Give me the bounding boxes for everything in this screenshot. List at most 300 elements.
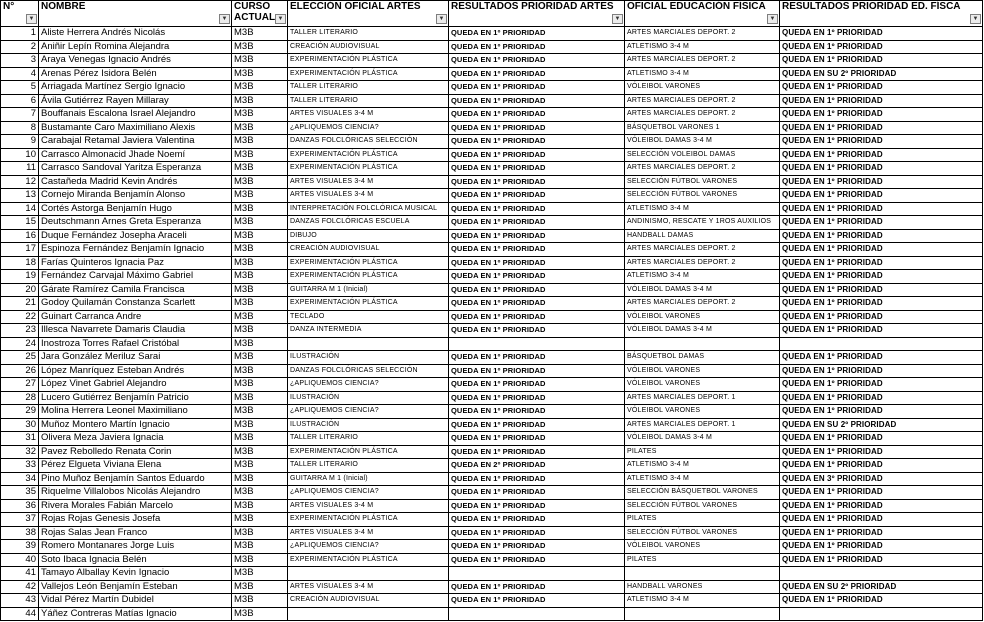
arts-choice-cell[interactable]: ARTES VISUALES 3-4 M [288, 526, 449, 540]
course-cell[interactable]: M3B [232, 297, 288, 311]
row-number-cell[interactable]: 37 [1, 513, 39, 527]
course-cell[interactable]: M3B [232, 486, 288, 500]
student-name-cell[interactable]: Aniñir Lepín Romina Alejandra [39, 40, 232, 54]
course-cell[interactable]: M3B [232, 594, 288, 608]
pe-result-cell[interactable]: QUEDA EN 1º PRIORIDAD [780, 310, 983, 324]
pe-choice-cell[interactable]: ARTES MARCIALES DEPORT. 2 [625, 94, 780, 108]
pe-result-cell[interactable]: QUEDA EN 1º PRIORIDAD [780, 553, 983, 567]
arts-result-cell[interactable]: QUEDA EN 1º PRIORIDAD [449, 540, 625, 554]
row-number-cell[interactable]: 12 [1, 175, 39, 189]
course-cell[interactable]: M3B [232, 148, 288, 162]
arts-choice-cell[interactable]: ¿APLIQUEMOS CIENCIA? [288, 405, 449, 419]
arts-choice-cell[interactable]: TALLER LITERARIO [288, 432, 449, 446]
row-number-cell[interactable]: 43 [1, 594, 39, 608]
arts-result-cell[interactable]: QUEDA EN 1º PRIORIDAD [449, 391, 625, 405]
row-number-cell[interactable]: 33 [1, 459, 39, 473]
student-name-cell[interactable]: Cortés Astorga Benjamín Hugo [39, 202, 232, 216]
arts-result-cell[interactable]: QUEDA EN 1º PRIORIDAD [449, 472, 625, 486]
course-cell[interactable]: M3B [232, 459, 288, 473]
row-number-cell[interactable]: 25 [1, 351, 39, 365]
student-name-cell[interactable]: Olivera Meza Javiera Ignacia [39, 432, 232, 446]
course-cell[interactable]: M3B [232, 175, 288, 189]
pe-result-cell[interactable]: QUEDA EN 1º PRIORIDAD [780, 297, 983, 311]
student-name-cell[interactable]: Duque Fernández Josepha Araceli [39, 229, 232, 243]
pe-result-cell[interactable]: QUEDA EN 1º PRIORIDAD [780, 256, 983, 270]
arts-result-cell[interactable]: QUEDA EN 1º PRIORIDAD [449, 162, 625, 176]
pe-choice-cell[interactable]: ATLETISMO 3-4 M [625, 202, 780, 216]
arts-choice-cell[interactable]: TALLER LITERARIO [288, 27, 449, 41]
student-name-cell[interactable]: Vidal Pérez Martín Dubidel [39, 594, 232, 608]
pe-result-cell[interactable]: QUEDA EN 1º PRIORIDAD [780, 81, 983, 95]
student-name-cell[interactable]: López Manríquez Esteban Andrés [39, 364, 232, 378]
arts-choice-cell[interactable]: ARTES VISUALES 3-4 M [288, 189, 449, 203]
course-cell[interactable]: M3B [232, 283, 288, 297]
row-number-cell[interactable]: 39 [1, 540, 39, 554]
row-number-cell[interactable]: 17 [1, 243, 39, 257]
row-number-cell[interactable]: 44 [1, 607, 39, 621]
pe-choice-cell[interactable]: ARTES MARCIALES DEPORT. 2 [625, 256, 780, 270]
pe-result-cell[interactable]: QUEDA EN 1º PRIORIDAD [780, 378, 983, 392]
pe-result-cell[interactable]: QUEDA EN 1º PRIORIDAD [780, 148, 983, 162]
arts-choice-cell[interactable]: CREACIÓN AUDIOVISUAL [288, 594, 449, 608]
arts-choice-cell[interactable]: DIBUJO [288, 229, 449, 243]
row-number-cell[interactable]: 6 [1, 94, 39, 108]
pe-choice-cell[interactable]: VÓLEIBOL DAMAS 3-4 M [625, 324, 780, 338]
pe-result-cell[interactable]: QUEDA EN 1º PRIORIDAD [780, 135, 983, 149]
student-name-cell[interactable]: Cornejo Miranda Benjamín Alonso [39, 189, 232, 203]
pe-result-cell[interactable]: QUEDA EN 1º PRIORIDAD [780, 202, 983, 216]
student-name-cell[interactable]: Fernández Carvajal Máximo Gabriel [39, 270, 232, 284]
row-number-cell[interactable]: 18 [1, 256, 39, 270]
course-cell[interactable]: M3B [232, 270, 288, 284]
student-name-cell[interactable]: Soto Ibaca Ignacia Belén [39, 553, 232, 567]
student-name-cell[interactable]: Castañeda Madrid Kevin Andrés [39, 175, 232, 189]
pe-choice-cell[interactable] [625, 337, 780, 351]
pe-result-cell[interactable]: QUEDA EN 1º PRIORIDAD [780, 405, 983, 419]
arts-result-cell[interactable]: QUEDA EN 1º PRIORIDAD [449, 256, 625, 270]
pe-result-cell[interactable]: QUEDA EN 1º PRIORIDAD [780, 540, 983, 554]
arts-result-cell[interactable]: QUEDA EN 1º PRIORIDAD [449, 229, 625, 243]
student-name-cell[interactable]: Godoy Quilamán Constanza Scarlett [39, 297, 232, 311]
arts-choice-cell[interactable]: ¿APLIQUEMOS CIENCIA? [288, 486, 449, 500]
course-cell[interactable]: M3B [232, 108, 288, 122]
row-number-cell[interactable]: 31 [1, 432, 39, 446]
arts-result-cell[interactable]: QUEDA EN 1º PRIORIDAD [449, 445, 625, 459]
course-cell[interactable]: M3B [232, 445, 288, 459]
arts-choice-cell[interactable]: ARTES VISUALES 3-4 M [288, 580, 449, 594]
arts-choice-cell[interactable]: DANZAS FOLCLÓRICAS SELECCIÓN [288, 364, 449, 378]
pe-result-cell[interactable]: QUEDA EN 1º PRIORIDAD [780, 526, 983, 540]
pe-choice-cell[interactable]: ATLETISMO 3-4 M [625, 594, 780, 608]
course-cell[interactable]: M3B [232, 81, 288, 95]
pe-result-cell[interactable]: QUEDA EN 1º PRIORIDAD [780, 27, 983, 41]
course-cell[interactable]: M3B [232, 540, 288, 554]
row-number-cell[interactable]: 34 [1, 472, 39, 486]
course-cell[interactable]: M3B [232, 324, 288, 338]
pe-choice-cell[interactable]: ARTES MARCIALES DEPORT. 2 [625, 297, 780, 311]
student-name-cell[interactable]: Jara González Meriluz Sarai [39, 351, 232, 365]
student-name-cell[interactable]: Farías Quinteros Ignacia Paz [39, 256, 232, 270]
arts-result-cell[interactable]: QUEDA EN 1º PRIORIDAD [449, 40, 625, 54]
row-number-cell[interactable]: 38 [1, 526, 39, 540]
student-name-cell[interactable]: Carrasco Sandoval Yaritza Esperanza [39, 162, 232, 176]
course-cell[interactable]: M3B [232, 432, 288, 446]
pe-result-cell[interactable]: QUEDA EN 1º PRIORIDAD [780, 189, 983, 203]
course-cell[interactable]: M3B [232, 162, 288, 176]
arts-choice-cell[interactable]: ILUSTRACIÓN [288, 418, 449, 432]
pe-choice-cell[interactable]: SELECCIÓN BÁSQUETBOL VARONES [625, 486, 780, 500]
course-cell[interactable]: M3B [232, 607, 288, 621]
student-name-cell[interactable]: Yáñez Contreras Matías Ignacio [39, 607, 232, 621]
course-cell[interactable]: M3B [232, 256, 288, 270]
row-number-cell[interactable]: 3 [1, 54, 39, 68]
student-name-cell[interactable]: Rojas Salas Jean Franco [39, 526, 232, 540]
arts-result-cell[interactable] [449, 607, 625, 621]
arts-result-cell[interactable]: QUEDA EN 1º PRIORIDAD [449, 378, 625, 392]
arts-choice-cell[interactable]: EXPERIMENTACIÓN PLÁSTICA [288, 445, 449, 459]
arts-choice-cell[interactable]: TECLADO [288, 310, 449, 324]
student-name-cell[interactable]: Araya Venegas Ignacio Andrés [39, 54, 232, 68]
pe-choice-cell[interactable]: VÓLEIBOL DAMAS 3-4 M [625, 432, 780, 446]
pe-result-cell[interactable]: QUEDA EN 1º PRIORIDAD [780, 364, 983, 378]
pe-choice-cell[interactable]: ANDINISMO, RESCATE Y 1ROS AUXILIOS [625, 216, 780, 230]
pe-choice-cell[interactable]: SELECCIÓN VOLEIBOL DAMAS [625, 148, 780, 162]
arts-result-cell[interactable]: QUEDA EN 1º PRIORIDAD [449, 67, 625, 81]
arts-choice-cell[interactable]: TALLER LITERARIO [288, 94, 449, 108]
row-number-cell[interactable]: 19 [1, 270, 39, 284]
row-number-cell[interactable]: 42 [1, 580, 39, 594]
student-name-cell[interactable]: Rojas Rojas Genesis Josefa [39, 513, 232, 527]
pe-result-cell[interactable]: QUEDA EN 1º PRIORIDAD [780, 175, 983, 189]
student-name-cell[interactable]: Vallejos León Benjamín Esteban [39, 580, 232, 594]
pe-choice-cell[interactable]: ARTES MARCIALES DEPORT. 2 [625, 243, 780, 257]
student-name-cell[interactable]: Inostroza Torres Rafael Cristóbal [39, 337, 232, 351]
arts-choice-cell[interactable]: GUITARRA M 1 (Inicial) [288, 283, 449, 297]
pe-choice-cell[interactable]: HANDBALL VARONES [625, 580, 780, 594]
student-name-cell[interactable]: Tamayo Alballay Kevin Ignacio [39, 567, 232, 581]
course-cell[interactable]: M3B [232, 94, 288, 108]
pe-result-cell[interactable]: QUEDA EN 1º PRIORIDAD [780, 459, 983, 473]
course-cell[interactable]: M3B [232, 405, 288, 419]
pe-choice-cell[interactable]: ARTES MARCIALES DEPORT. 2 [625, 108, 780, 122]
arts-choice-cell[interactable] [288, 607, 449, 621]
course-cell[interactable]: M3B [232, 189, 288, 203]
arts-result-cell[interactable] [449, 337, 625, 351]
student-name-cell[interactable]: López Vinet Gabriel Alejandro [39, 378, 232, 392]
pe-choice-cell[interactable]: PILATES [625, 513, 780, 527]
course-cell[interactable]: M3B [232, 567, 288, 581]
row-number-cell[interactable]: 15 [1, 216, 39, 230]
course-cell[interactable]: M3B [232, 499, 288, 513]
course-cell[interactable]: M3B [232, 364, 288, 378]
student-name-cell[interactable]: Deutschmann Arnes Greta Esperanza [39, 216, 232, 230]
arts-result-cell[interactable]: QUEDA EN 1º PRIORIDAD [449, 189, 625, 203]
row-number-cell[interactable]: 9 [1, 135, 39, 149]
course-cell[interactable]: M3B [232, 553, 288, 567]
student-name-cell[interactable]: Pérez Elgueta Viviana Elena [39, 459, 232, 473]
pe-result-cell[interactable] [780, 567, 983, 581]
row-number-cell[interactable]: 27 [1, 378, 39, 392]
arts-choice-cell[interactable]: INTERPRETACIÓN FOLCLÓRICA MUSICAL [288, 202, 449, 216]
pe-result-cell[interactable]: QUEDA EN 1º PRIORIDAD [780, 513, 983, 527]
arts-result-cell[interactable]: QUEDA EN 1º PRIORIDAD [449, 324, 625, 338]
row-number-cell[interactable]: 10 [1, 148, 39, 162]
student-name-cell[interactable]: Pino Muñoz Benjamín Santos Eduardo [39, 472, 232, 486]
pe-choice-cell[interactable]: VÓLEIBOL VARONES [625, 310, 780, 324]
arts-result-cell[interactable]: QUEDA EN 1º PRIORIDAD [449, 526, 625, 540]
pe-choice-cell[interactable]: ARTES MARCIALES DEPORT. 2 [625, 162, 780, 176]
pe-choice-cell[interactable]: SELECCIÓN FÚTBOL VARONES [625, 175, 780, 189]
pe-choice-cell[interactable]: VÓLEIBOL VARONES [625, 81, 780, 95]
course-cell[interactable]: M3B [232, 310, 288, 324]
arts-result-cell[interactable]: QUEDA EN 1º PRIORIDAD [449, 81, 625, 95]
course-cell[interactable]: M3B [232, 580, 288, 594]
row-number-cell[interactable]: 4 [1, 67, 39, 81]
course-cell[interactable]: M3B [232, 337, 288, 351]
pe-choice-cell[interactable]: VÓLEIBOL VARONES [625, 378, 780, 392]
row-number-cell[interactable]: 2 [1, 40, 39, 54]
arts-result-cell[interactable]: QUEDA EN 1º PRIORIDAD [449, 594, 625, 608]
pe-result-cell[interactable]: QUEDA EN 1º PRIORIDAD [780, 270, 983, 284]
row-number-cell[interactable]: 32 [1, 445, 39, 459]
arts-result-cell[interactable]: QUEDA EN 1º PRIORIDAD [449, 27, 625, 41]
pe-result-cell[interactable]: QUEDA EN 1º PRIORIDAD [780, 40, 983, 54]
pe-choice-cell[interactable]: ATLETISMO 3-4 M [625, 270, 780, 284]
arts-choice-cell[interactable]: ¿APLIQUEMOS CIENCIA? [288, 121, 449, 135]
filter-dropdown-icon[interactable]: ▼ [612, 14, 623, 24]
pe-choice-cell[interactable]: ARTES MARCIALES DEPORT. 1 [625, 391, 780, 405]
arts-result-cell[interactable]: QUEDA EN 1º PRIORIDAD [449, 499, 625, 513]
pe-choice-cell[interactable]: VÓLEIBOL VARONES [625, 540, 780, 554]
student-name-cell[interactable]: Espinoza Fernández Benjamín Ignacio [39, 243, 232, 257]
arts-result-cell[interactable]: QUEDA EN 1º PRIORIDAD [449, 202, 625, 216]
arts-result-cell[interactable]: QUEDA EN 1º PRIORIDAD [449, 580, 625, 594]
course-cell[interactable]: M3B [232, 40, 288, 54]
filter-dropdown-icon[interactable]: ▼ [767, 14, 778, 24]
student-name-cell[interactable]: Romero Montanares Jorge Luis [39, 540, 232, 554]
pe-result-cell[interactable]: QUEDA EN 1º PRIORIDAD [780, 324, 983, 338]
course-cell[interactable]: M3B [232, 27, 288, 41]
course-cell[interactable]: M3B [232, 216, 288, 230]
row-number-cell[interactable]: 20 [1, 283, 39, 297]
pe-choice-cell[interactable] [625, 607, 780, 621]
arts-result-cell[interactable]: QUEDA EN 1º PRIORIDAD [449, 405, 625, 419]
arts-choice-cell[interactable]: TALLER LITERARIO [288, 459, 449, 473]
row-number-cell[interactable]: 28 [1, 391, 39, 405]
arts-result-cell[interactable]: QUEDA EN 1º PRIORIDAD [449, 513, 625, 527]
arts-choice-cell[interactable]: EXPERIMENTACIÓN PLÁSTICA [288, 54, 449, 68]
pe-result-cell[interactable] [780, 607, 983, 621]
pe-result-cell[interactable]: QUEDA EN SU 2º PRIORIDAD [780, 67, 983, 81]
arts-result-cell[interactable]: QUEDA EN 1º PRIORIDAD [449, 148, 625, 162]
arts-choice-cell[interactable]: DANZAS FOLCLÓRICAS ESCUELA [288, 216, 449, 230]
arts-result-cell[interactable] [449, 567, 625, 581]
row-number-cell[interactable]: 26 [1, 364, 39, 378]
pe-result-cell[interactable]: QUEDA EN SU 2º PRIORIDAD [780, 418, 983, 432]
row-number-cell[interactable]: 5 [1, 81, 39, 95]
row-number-cell[interactable]: 21 [1, 297, 39, 311]
arts-result-cell[interactable]: QUEDA EN 1º PRIORIDAD [449, 486, 625, 500]
row-number-cell[interactable]: 24 [1, 337, 39, 351]
course-cell[interactable]: M3B [232, 54, 288, 68]
pe-result-cell[interactable]: QUEDA EN 3º PRIORIDAD [780, 472, 983, 486]
pe-result-cell[interactable]: QUEDA EN 1º PRIORIDAD [780, 351, 983, 365]
row-number-cell[interactable]: 40 [1, 553, 39, 567]
student-name-cell[interactable]: Carabajal Retamal Javiera Valentina [39, 135, 232, 149]
pe-choice-cell[interactable]: BÁSQUETBOL VARONES 1 [625, 121, 780, 135]
filter-dropdown-icon[interactable]: ▼ [436, 14, 447, 24]
pe-result-cell[interactable]: QUEDA EN 1º PRIORIDAD [780, 243, 983, 257]
pe-choice-cell[interactable]: ATLETISMO 3-4 M [625, 472, 780, 486]
row-number-cell[interactable]: 13 [1, 189, 39, 203]
student-name-cell[interactable]: Lucero Gutiérrez Benjamín Patricio [39, 391, 232, 405]
pe-result-cell[interactable]: QUEDA EN 1º PRIORIDAD [780, 162, 983, 176]
arts-choice-cell[interactable]: EXPERIMENTACIÓN PLÁSTICA [288, 513, 449, 527]
arts-result-cell[interactable]: QUEDA EN 1º PRIORIDAD [449, 418, 625, 432]
pe-choice-cell[interactable]: VÓLEIBOL VARONES [625, 364, 780, 378]
arts-result-cell[interactable]: QUEDA EN 1º PRIORIDAD [449, 297, 625, 311]
course-cell[interactable]: M3B [232, 378, 288, 392]
row-number-cell[interactable]: 35 [1, 486, 39, 500]
pe-result-cell[interactable]: QUEDA EN 1º PRIORIDAD [780, 121, 983, 135]
arts-choice-cell[interactable]: EXPERIMENTACIÓN PLÁSTICA [288, 256, 449, 270]
arts-choice-cell[interactable]: EXPERIMENTACIÓN PLÁSTICA [288, 67, 449, 81]
pe-result-cell[interactable]: QUEDA EN 1º PRIORIDAD [780, 499, 983, 513]
arts-result-cell[interactable]: QUEDA EN 1º PRIORIDAD [449, 270, 625, 284]
arts-result-cell[interactable]: QUEDA EN 1º PRIORIDAD [449, 94, 625, 108]
student-name-cell[interactable]: Pavez Rebolledo Renata Corin [39, 445, 232, 459]
pe-result-cell[interactable]: QUEDA EN SU 2º PRIORIDAD [780, 580, 983, 594]
arts-choice-cell[interactable]: ¿APLIQUEMOS CIENCIA? [288, 540, 449, 554]
row-number-cell[interactable]: 29 [1, 405, 39, 419]
pe-result-cell[interactable]: QUEDA EN 1º PRIORIDAD [780, 108, 983, 122]
filter-dropdown-icon[interactable]: ▼ [970, 14, 981, 24]
arts-result-cell[interactable]: QUEDA EN 1º PRIORIDAD [449, 175, 625, 189]
course-cell[interactable]: M3B [232, 121, 288, 135]
course-cell[interactable]: M3B [232, 391, 288, 405]
filter-dropdown-icon[interactable]: ▼ [26, 14, 37, 24]
pe-choice-cell[interactable]: ATLETISMO 3-4 M [625, 459, 780, 473]
pe-choice-cell[interactable]: HANDBALL DAMAS [625, 229, 780, 243]
pe-result-cell[interactable]: QUEDA EN 1º PRIORIDAD [780, 54, 983, 68]
pe-choice-cell[interactable] [625, 567, 780, 581]
pe-result-cell[interactable]: QUEDA EN 1º PRIORIDAD [780, 216, 983, 230]
pe-choice-cell[interactable]: ARTES MARCIALES DEPORT. 1 [625, 418, 780, 432]
course-cell[interactable]: M3B [232, 418, 288, 432]
pe-result-cell[interactable]: QUEDA EN 1º PRIORIDAD [780, 594, 983, 608]
arts-choice-cell[interactable]: ARTES VISUALES 3-4 M [288, 175, 449, 189]
course-cell[interactable]: M3B [232, 243, 288, 257]
arts-choice-cell[interactable]: CREACIÓN AUDIOVISUAL [288, 40, 449, 54]
row-number-cell[interactable]: 22 [1, 310, 39, 324]
arts-result-cell[interactable]: QUEDA EN 1º PRIORIDAD [449, 108, 625, 122]
course-cell[interactable]: M3B [232, 135, 288, 149]
arts-choice-cell[interactable]: ARTES VISUALES 3-4 M [288, 499, 449, 513]
row-number-cell[interactable]: 41 [1, 567, 39, 581]
student-name-cell[interactable]: Illesca Navarrete Damaris Claudia [39, 324, 232, 338]
row-number-cell[interactable]: 16 [1, 229, 39, 243]
arts-choice-cell[interactable]: ¿APLIQUEMOS CIENCIA? [288, 378, 449, 392]
pe-choice-cell[interactable]: ATLETISMO 3-4 M [625, 40, 780, 54]
arts-choice-cell[interactable]: EXPERIMENTACIÓN PLÁSTICA [288, 297, 449, 311]
arts-result-cell[interactable]: QUEDA EN 1º PRIORIDAD [449, 351, 625, 365]
filter-active-icon[interactable]: ▼ [275, 14, 286, 24]
pe-choice-cell[interactable]: ARTES MARCIALES DEPORT. 2 [625, 54, 780, 68]
pe-result-cell[interactable]: QUEDA EN 1º PRIORIDAD [780, 283, 983, 297]
student-name-cell[interactable]: Bouffanais Escalona Israel Alejandro [39, 108, 232, 122]
pe-choice-cell[interactable]: BÁSQUETBOL DAMAS [625, 351, 780, 365]
row-number-cell[interactable]: 8 [1, 121, 39, 135]
arts-choice-cell[interactable]: GUITARRA M 1 (Inicial) [288, 472, 449, 486]
arts-choice-cell[interactable]: ILUSTRACIÓN [288, 391, 449, 405]
student-name-cell[interactable]: Muñoz Montero Martín Ignacio [39, 418, 232, 432]
student-name-cell[interactable]: Riquelme Villalobos Nicolás Alejandro [39, 486, 232, 500]
filter-dropdown-icon[interactable]: ▼ [219, 14, 230, 24]
arts-choice-cell[interactable]: ARTES VISUALES 3-4 M [288, 108, 449, 122]
student-name-cell[interactable]: Carrasco Almonacid Jhade Noemí [39, 148, 232, 162]
pe-choice-cell[interactable]: SELECCIÓN FÚTBOL VARONES [625, 189, 780, 203]
arts-choice-cell[interactable]: TALLER LITERARIO [288, 81, 449, 95]
row-number-cell[interactable]: 30 [1, 418, 39, 432]
row-number-cell[interactable]: 1 [1, 27, 39, 41]
course-cell[interactable]: M3B [232, 351, 288, 365]
course-cell[interactable]: M3B [232, 229, 288, 243]
pe-choice-cell[interactable]: VÓLEIBOL DAMAS 3-4 M [625, 135, 780, 149]
pe-choice-cell[interactable]: ATLETISMO 3-4 M [625, 67, 780, 81]
student-name-cell[interactable]: Arriagada Martínez Sergio Ignacio [39, 81, 232, 95]
pe-choice-cell[interactable]: SELECCIÓN FÚTBOL VARONES [625, 526, 780, 540]
arts-result-cell[interactable]: QUEDA EN 1º PRIORIDAD [449, 310, 625, 324]
pe-choice-cell[interactable]: VÓLEIBOL DAMAS 3-4 M [625, 283, 780, 297]
row-number-cell[interactable]: 14 [1, 202, 39, 216]
pe-choice-cell[interactable]: PILATES [625, 553, 780, 567]
row-number-cell[interactable]: 11 [1, 162, 39, 176]
arts-result-cell[interactable]: QUEDA EN 1º PRIORIDAD [449, 364, 625, 378]
student-name-cell[interactable]: Ávila Gutiérrez Rayen Millaray [39, 94, 232, 108]
pe-result-cell[interactable]: QUEDA EN 1º PRIORIDAD [780, 432, 983, 446]
pe-choice-cell[interactable]: VÓLEIBOL VARONES [625, 405, 780, 419]
row-number-cell[interactable]: 36 [1, 499, 39, 513]
arts-choice-cell[interactable]: EXPERIMENTACIÓN PLÁSTICA [288, 270, 449, 284]
course-cell[interactable]: M3B [232, 67, 288, 81]
arts-result-cell[interactable]: QUEDA EN 1º PRIORIDAD [449, 121, 625, 135]
arts-result-cell[interactable]: QUEDA EN 1º PRIORIDAD [449, 54, 625, 68]
arts-result-cell[interactable]: QUEDA EN 1º PRIORIDAD [449, 216, 625, 230]
arts-choice-cell[interactable]: EXPERIMENTACIÓN PLÁSTICA [288, 148, 449, 162]
arts-result-cell[interactable]: QUEDA EN 1º PRIORIDAD [449, 553, 625, 567]
pe-result-cell[interactable] [780, 337, 983, 351]
pe-result-cell[interactable]: QUEDA EN 1º PRIORIDAD [780, 486, 983, 500]
pe-result-cell[interactable]: QUEDA EN 1º PRIORIDAD [780, 229, 983, 243]
course-cell[interactable]: M3B [232, 472, 288, 486]
pe-choice-cell[interactable]: SELECCIÓN FÚTBOL VARONES [625, 499, 780, 513]
arts-choice-cell[interactable] [288, 567, 449, 581]
arts-choice-cell[interactable]: DANZAS FOLCLÓRICAS SELECCIÓN [288, 135, 449, 149]
arts-choice-cell[interactable]: EXPERIMENTACIÓN PLÁSTICA [288, 162, 449, 176]
pe-choice-cell[interactable]: ARTES MARCIALES DEPORT. 2 [625, 27, 780, 41]
pe-result-cell[interactable]: QUEDA EN 1º PRIORIDAD [780, 445, 983, 459]
arts-choice-cell[interactable]: ILUSTRACIÓN [288, 351, 449, 365]
student-name-cell[interactable]: Molina Herrera Leonel Maximiliano [39, 405, 232, 419]
row-number-cell[interactable]: 7 [1, 108, 39, 122]
course-cell[interactable]: M3B [232, 202, 288, 216]
arts-result-cell[interactable]: QUEDA EN 1º PRIORIDAD [449, 283, 625, 297]
course-cell[interactable]: M3B [232, 526, 288, 540]
course-cell[interactable]: M3B [232, 513, 288, 527]
student-name-cell[interactable]: Gárate Ramírez Camila Francisca [39, 283, 232, 297]
student-name-cell[interactable]: Rivera Morales Fabián Marcelo [39, 499, 232, 513]
student-name-cell[interactable]: Bustamante Caro Maximiliano Alexis [39, 121, 232, 135]
